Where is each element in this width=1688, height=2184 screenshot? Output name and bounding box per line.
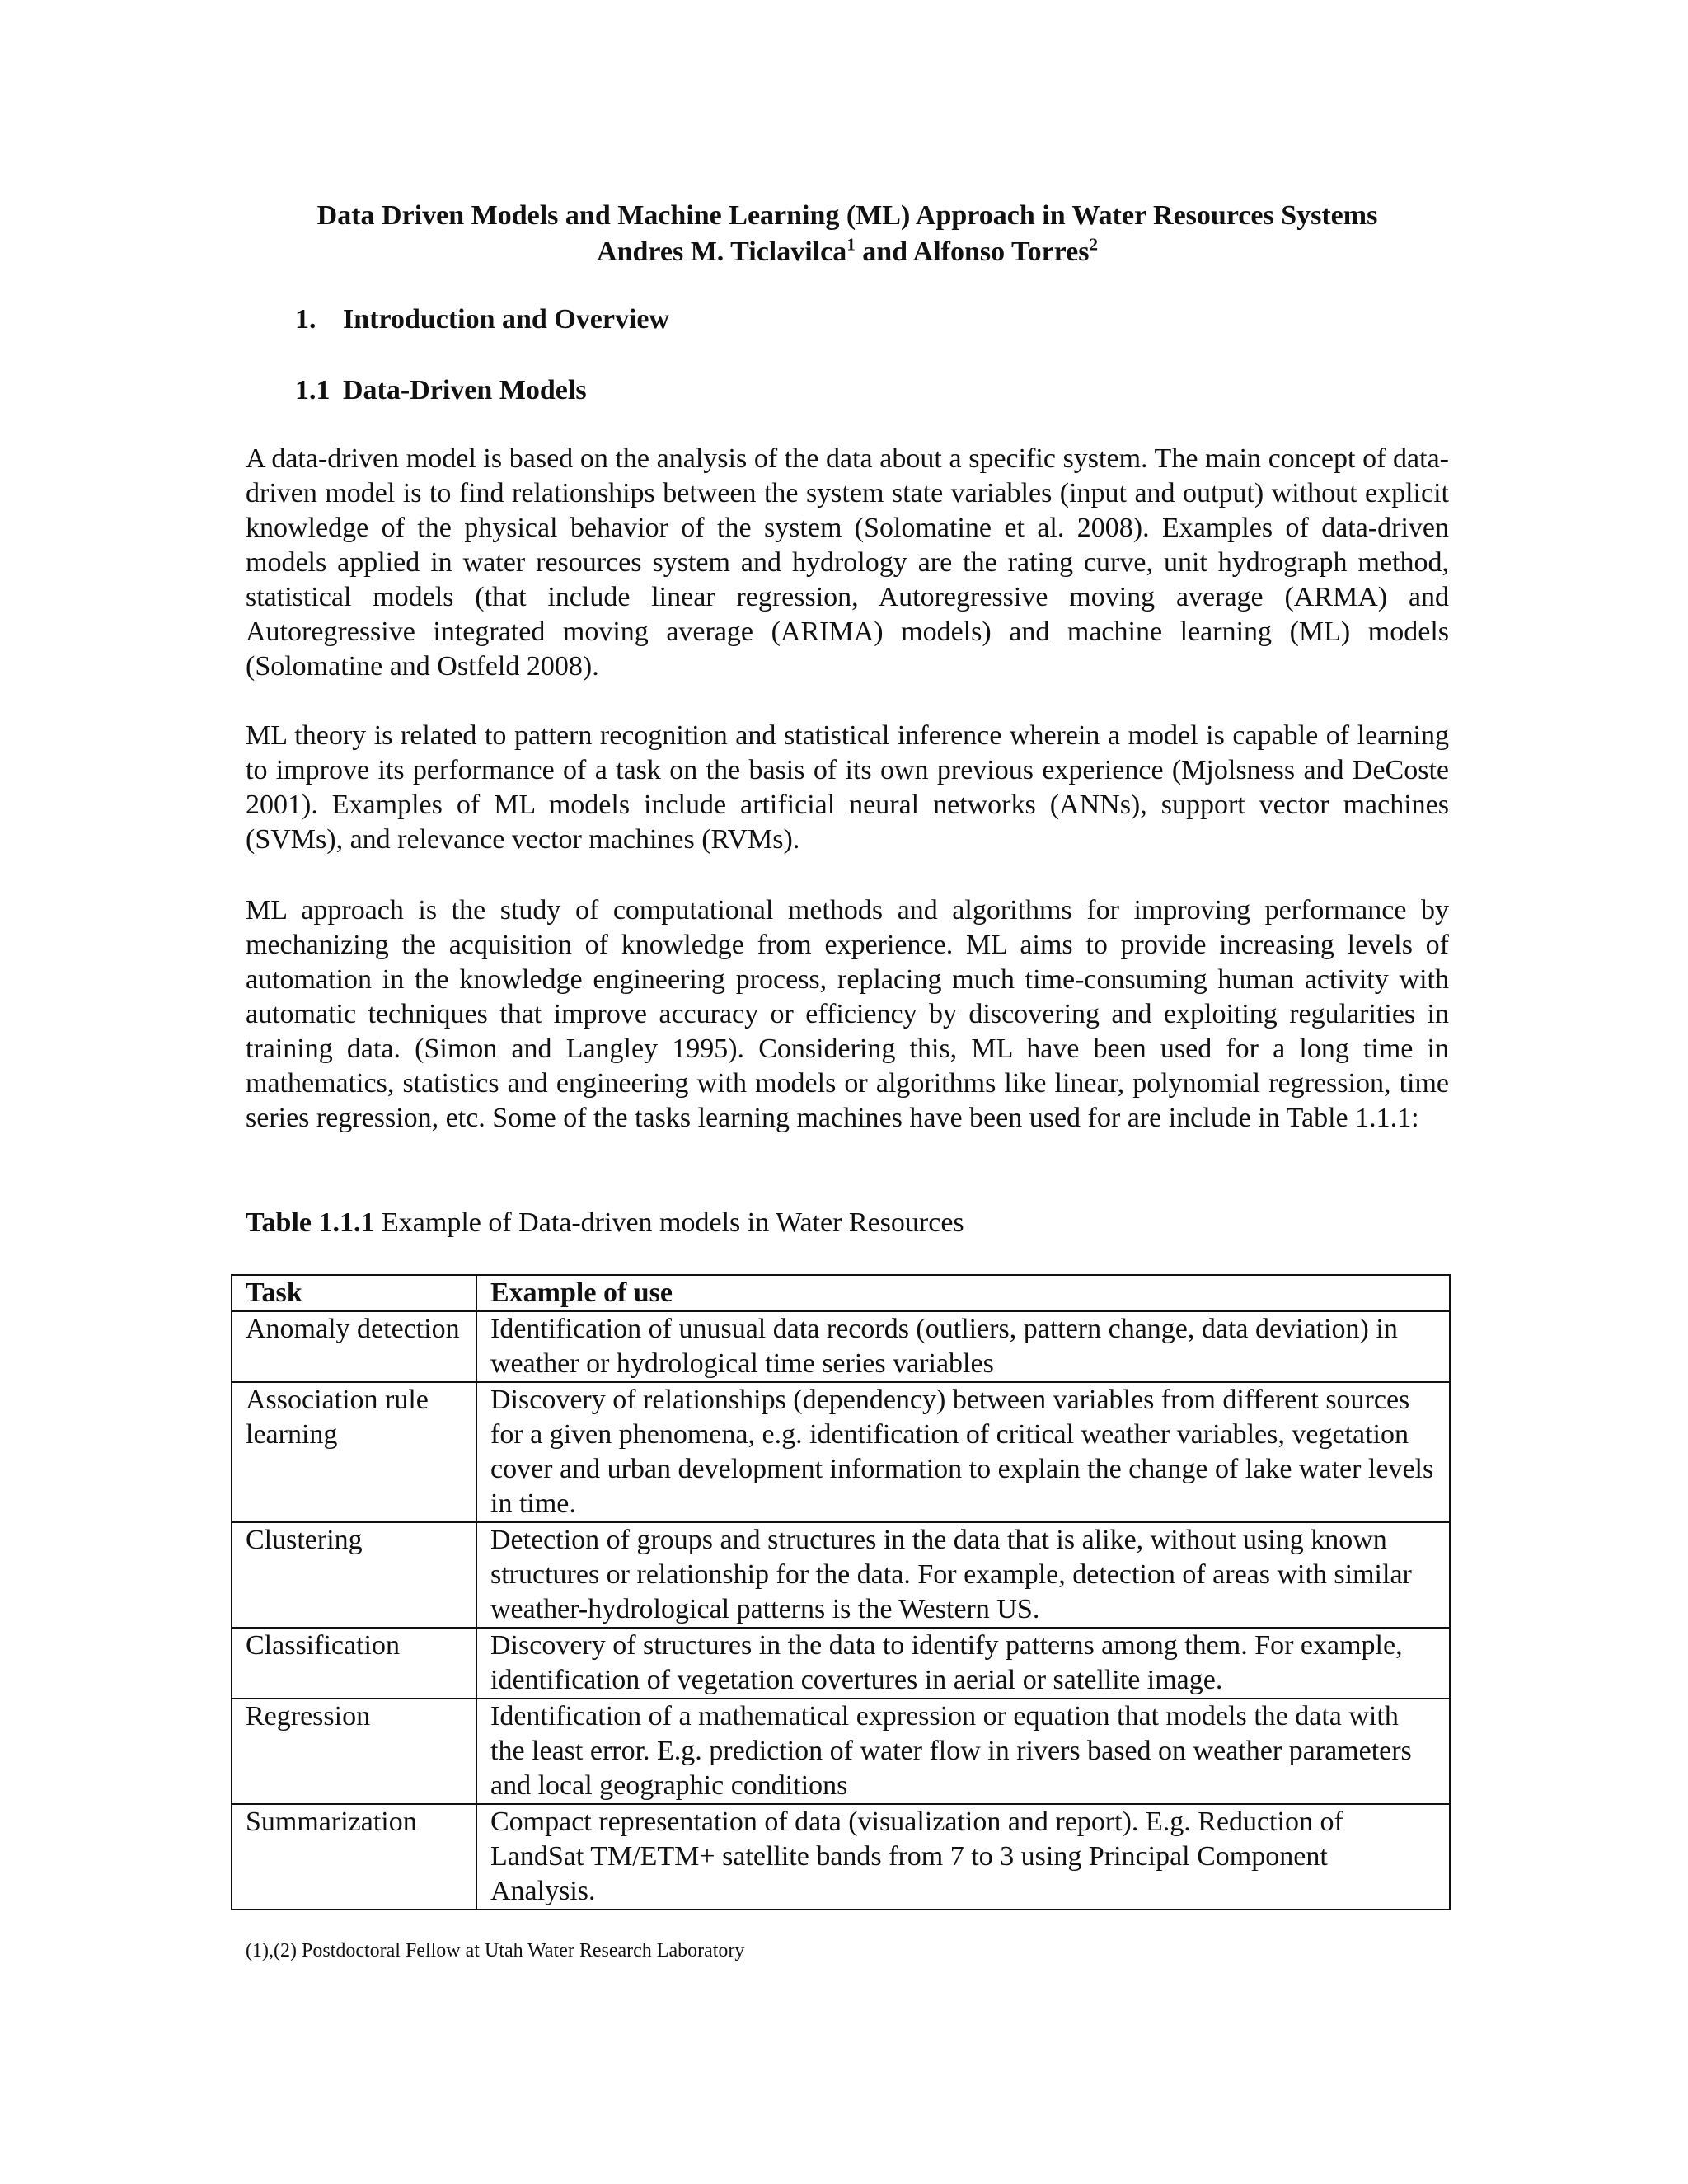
- section-number: 1.1: [295, 375, 331, 405]
- table-header-example: Example of use: [476, 1275, 1450, 1311]
- paper-title: Data Driven Models and Machine Learning (ML) Approach in Water Resources Systems: [316, 200, 1378, 231]
- table-cell-task: Anomaly detection: [232, 1311, 476, 1382]
- table-row: [232, 1522, 1450, 1628]
- paragraph-1: A data-driven model is based on the analysis of the data about a specific system. The main concept of data-driven model is to find relationships between the system state variables (input and output) without explicit knowledge of the physical behavior of the system (Solomatine et al. 2008). Examples of data-driven models applied in water resources system and hydrology are the rating curve, unit hydrograph method, statistical models (that include linear regression, Autoregressive moving average (ARMA) and Autoregressive integrated moving average (ARIMA) models) and machine learning (ML) models (Solomatine and Ostfeld 2008).: [246, 443, 1449, 682]
- table-row: [232, 1699, 1450, 1804]
- table-cell-task: Summarization: [232, 1804, 476, 1910]
- table-cell-example: Identification of unusual data records (outliers, pattern change, data deviation) in weather or hydrological time series variables: [476, 1311, 1450, 1382]
- table-row: [232, 1382, 1450, 1522]
- author-conjunction: and: [855, 237, 913, 267]
- table-cell-task: Clustering: [232, 1522, 476, 1628]
- table-cell-example: Identification of a mathematical expression or equation that models the data with the least error. E.g. prediction of water flow in rivers based on weather parameters and local geographic conditions: [476, 1699, 1450, 1804]
- data-driven-models-table: [231, 1274, 1451, 1910]
- author-2: Alfonso Torres: [912, 237, 1090, 267]
- title-block: [246, 198, 1449, 270]
- paragraph-3: ML approach is the study of computational methods and algorithms for improving performance by mechanizing the acquisition of knowledge from experience. ML aims to provide increasing levels of automation in the knowledge engineering process, replacing much time-consuming human activity with automatic techniques that improve accuracy or efficiency by discovering and exploiting regularities in training data. (Simon and Langley 1995). Considering this, ML have been used for a long time in mathematics, statistics and engineering with models or algorithms like linear, polynomial regression, time series regression, etc. Some of the tasks learning machines have been used for are include in Table 1.1.1:: [246, 895, 1449, 1133]
- table-caption-text: Example of Data-driven models in Water Resources: [374, 1207, 964, 1238]
- table-cell-example: Discovery of structures in the data to identify patterns among them. For example, identification of vegetation covertures in aerial or satellite image.: [476, 1628, 1450, 1699]
- table-cell-example: Detection of groups and structures in the data that is alike, without using known structures or relationship for the data. For example, detection of areas with similar weather-hydrological patterns is the Western US.: [476, 1522, 1450, 1628]
- section-title: Introduction and Overview: [343, 304, 670, 335]
- table-header-row: [232, 1275, 1450, 1311]
- table-row: [232, 1628, 1450, 1699]
- paragraph-2: ML theory is related to pattern recognition and statistical inference wherein a model is capable of learning to improve its performance of a task on the basis of its own previous experience (Mjolsness and DeCoste 2001). Examples of ML models include artificial neural networks (ANNs), support vector machines (SVMs), and relevance vector machines (RVMs).: [246, 720, 1449, 855]
- table-caption-label: Table 1.1.1: [246, 1207, 375, 1238]
- table-caption: [246, 1205, 964, 1241]
- table-row: [232, 1311, 1450, 1382]
- table-header-task: Task: [232, 1275, 476, 1311]
- table-row: [232, 1804, 1450, 1910]
- section-heading-1-1: [295, 373, 587, 409]
- table-cell-example: Compact representation of data (visualization and report). E.g. Reduction of LandSat TM/ETM+ satellite bands from 7 to 3 using Principal Component Analysis.: [476, 1804, 1450, 1910]
- author-2-affiliation: 2: [1089, 234, 1098, 255]
- table-cell-task: Regression: [232, 1699, 476, 1804]
- author-1: Andres M. Ticlavilca: [597, 237, 847, 267]
- table-cell-task: Association rule learning: [232, 1382, 476, 1522]
- section-title: Data-Driven Models: [343, 375, 587, 405]
- section-heading-1: [295, 302, 669, 338]
- author-line: [246, 234, 1449, 270]
- affiliation-footnote: (1),(2) Postdoctoral Fellow at Utah Water Research Laboratory: [246, 1940, 745, 1961]
- author-1-affiliation: 1: [846, 234, 856, 255]
- table-cell-task: Classification: [232, 1628, 476, 1699]
- section-number: 1.: [295, 304, 316, 335]
- table-cell-example: Discovery of relationships (dependency) between variables from different sources for a given phenomena, e.g. identification of critical weather variables, vegetation cover and urban development information to explain the change of lake water levels in time.: [476, 1382, 1450, 1522]
